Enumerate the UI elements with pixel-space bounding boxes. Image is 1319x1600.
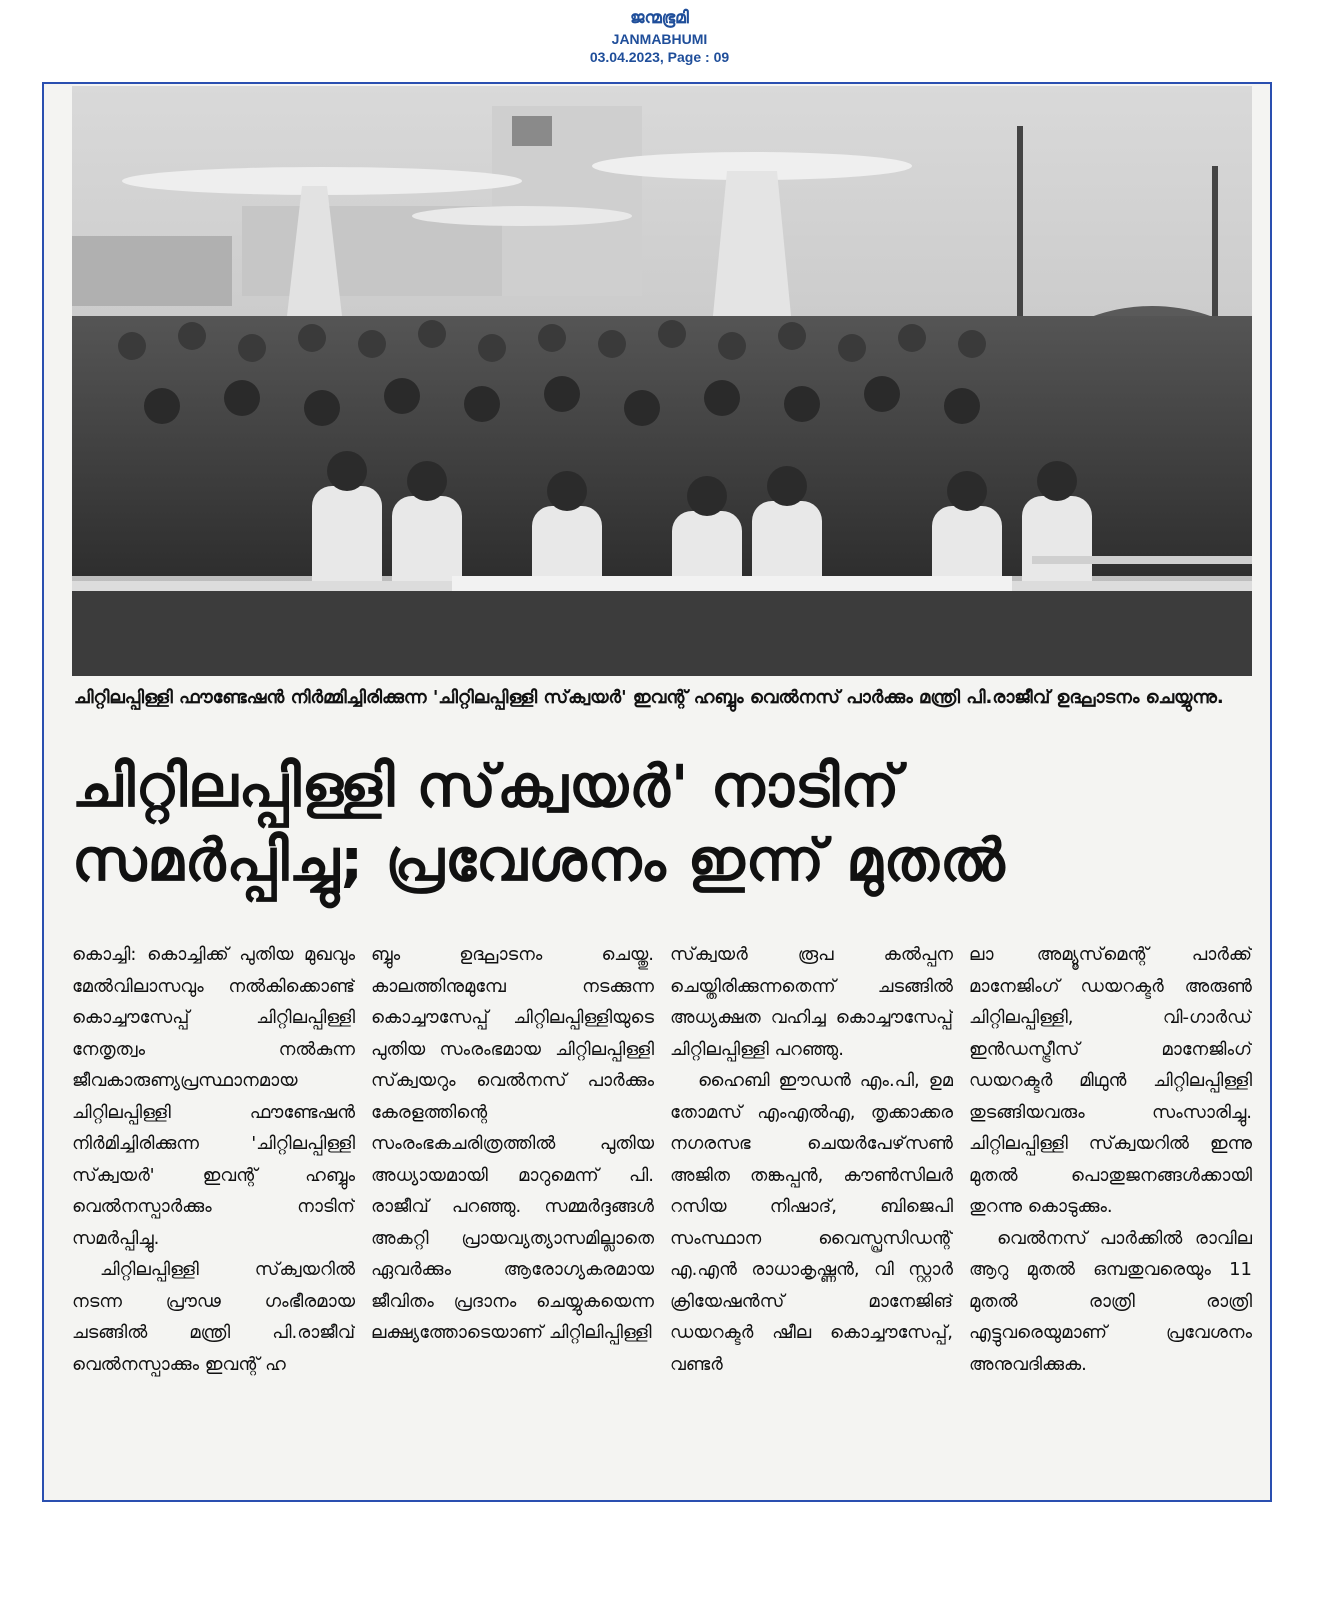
article-column-1 bbox=[72, 939, 355, 1479]
headline bbox=[72, 749, 1257, 897]
paragraph: സ്‌ക്വയർ രൂപ കൽപ്പന ചെയ്തിരിക്കുന്നതെന്ന് ചടങ്ങിൽ അധ്യക്ഷത വഹിച്ച കൊച്ചൗസേപ്പ് ചിറ്റിലപ്പിള്ളി പറഞ്ഞു. bbox=[670, 944, 953, 1060]
headline-line-1: ചിറ്റിലപ്പിള്ളി സ്‌ക്വയർ' നാടിന് bbox=[72, 752, 901, 820]
news-photo bbox=[72, 86, 1252, 676]
article-column-2 bbox=[371, 939, 654, 1479]
paragraph: ഹൈബി ഈഡൻ എം.പി, ഉമ തോമസ് എംഎൽഎ, തൃക്കാക്കര നഗരസഭ ചെയർപേഴ്‌സൺ അജിത തങ്കപ്പൻ, കൗൺസിലർ റസിയ നിഷാദ്, ബിജെപി സംസ്ഥാന വൈസ്പ്രസിഡന്റ് എ.എൻ രാധാകൃഷ്ണൻ, വി സ്റ്റാർ ക്രിയേഷൻസ് മാനേജിങ് ഡയറക്ടർ ഷീല കൊച്ചൗസേപ്പ്, വണ്ടർ bbox=[670, 1070, 953, 1375]
article-column-3 bbox=[670, 939, 953, 1479]
headline-line-2: സമർപ്പിച്ചു; പ്രവേശനം ഇന്ന് മുതൽ bbox=[72, 826, 1006, 894]
publication-logo: ജന്മഭൂമി bbox=[630, 8, 689, 28]
publication-name: JANMABHUMI bbox=[611, 31, 708, 47]
date-page: 03.04.2023, Page : 09 bbox=[589, 49, 730, 65]
article-column-4 bbox=[969, 939, 1252, 1479]
photo-illustration bbox=[72, 86, 1252, 676]
paragraph: ചിറ്റിലപ്പിള്ളി സ്‌ക്വയറിൽ നടന്ന പ്രൗഢ ഗംഭീരമായ ചടങ്ങിൽ മന്ത്രി പി.രാജീവ് വെൽനസ്പാക്കും ഇവന്റ് ഹ bbox=[72, 1259, 355, 1375]
photo-caption: ചിറ്റിലപ്പിള്ളി ഫൗണ്ടേഷൻ നിർമ്മിച്ചിരിക്കുന്ന 'ചിറ്റിലപ്പിള്ളി സ്‌ക്വയർ' ഇവന്റ് ഹബ്ബും വെൽനസ് പാർക്കും മന്ത്രി പി.രാജീവ് ഉദ്ഘാടനം ചെയ്യുന്നു. bbox=[74, 687, 1224, 708]
paragraph: ബ്ബും ഉദ്ഘാടനം ചെയ്തു. കാലത്തിനുമുമ്പേ നടക്കുന്ന കൊച്ചൗസേപ്പ് ചിറ്റിലപ്പിള്ളിയുടെ പുതിയ സംരംഭമായ ചിറ്റിലപ്പിള്ളി സ്‌ക്വയറും വെൽനസ് പാർക്കും കേരളത്തിന്റെ സംരംഭകചരിത്രത്തിൽ പുതിയ അധ്യായമായി മാറുമെന്ന് പി. രാജീവ് പറഞ്ഞു. സമ്മർദ്ദങ്ങൾ അകറ്റി പ്രായവ്യത്യാസമില്ലാതെ ഏവർക്കും ആരോഗ്യകരമായ ജീവിതം പ്രദാനം ചെയ്യുകയെന്ന ലക്ഷ്യത്തോടെയാണ് ചിറ്റിലിപ്പിള്ളി bbox=[371, 944, 654, 1343]
article-body bbox=[72, 939, 1252, 1479]
paragraph: വെൽനസ് പാർക്കിൽ രാവില ആറു മുതൽ ഒമ്പതുവരെയും 11 മുതൽ രാത്രി രാത്രി എട്ടുവരെയുമാണ് പ്രവേശനം അനുവദിക്കുക. bbox=[969, 1227, 1252, 1375]
masthead bbox=[0, 8, 1319, 66]
paragraph: കൊച്ചി: കൊച്ചിക്ക് പുതിയ മുഖവും മേൽവിലാസവും നൽകിക്കൊണ്ട് കൊച്ചൗസേപ്പ് ചിറ്റിലപ്പിള്ളി നേതൃത്വം നൽകുന്ന ജീവകാരുണ്യപ്രസ്ഥാനമായ ചിറ്റിലപ്പിള്ളി ഫൗണ്ടേഷൻ നിർമിച്ചിരിക്കുന്ന 'ചിറ്റിലപ്പിള്ളി സ്‌ക്വയർ' ഇവന്റ് ഹബ്ബും വെൽനസ്പാർക്കും നാടിന് സമർപ്പിച്ചു. bbox=[72, 944, 355, 1249]
news-clipping bbox=[42, 82, 1272, 1502]
paragraph: ലാ അമ്യൂസ്‌മെന്റ് പാർക്ക് മാനേജിംഗ് ഡയറക്ടർ അരുൺ ചിറ്റിലപ്പിള്ളി, വി-ഗാർഡ് ഇൻഡസ്ട്രീസ് മാനേജിംഗ് ഡയറക്ടർ മിഥുൻ ചിറ്റിലപ്പിള്ളി തുടങ്ങിയവരും സംസാരിച്ചു. ചിറ്റിലപ്പിള്ളി സ്‌ക്വയറിൽ ഇന്നു മുതൽ പൊതുജനങ്ങൾക്കായി തുറന്നു കൊടുക്കും. bbox=[969, 944, 1252, 1217]
